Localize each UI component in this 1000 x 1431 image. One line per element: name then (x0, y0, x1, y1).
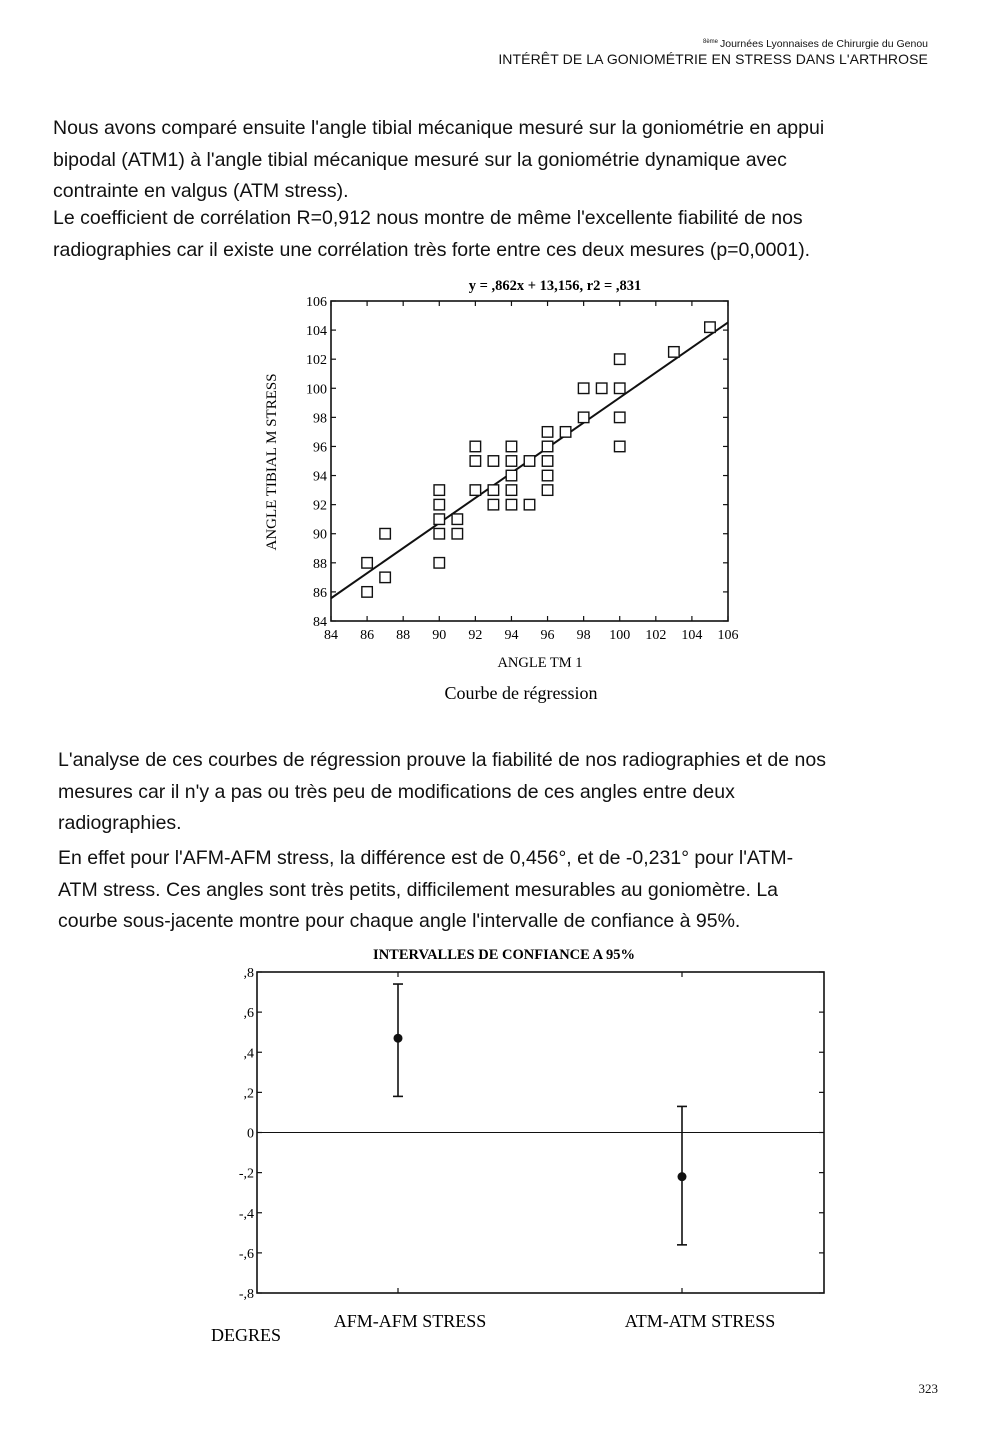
paragraph-line: radiographies car il existe une corrélation très forte entre ces deux mesures (p=0,0001). (53, 238, 811, 261)
ci-y-tick-label: -,8 (238, 1287, 254, 1302)
page-number: 323 (918, 1381, 938, 1396)
ci-y-tick-label: -,2 (238, 1166, 254, 1182)
x-tick-label: 88 (396, 628, 411, 643)
x-tick-label: 102 (645, 628, 667, 643)
ci-mean-point (678, 1172, 687, 1181)
x-tick-label: 92 (468, 628, 483, 643)
scatter-title: y = ,862x + 13,156, r2 = ,831 (468, 278, 642, 294)
ci-y-tick-label: 0 (247, 1126, 254, 1142)
ci-y-tick-label: ,6 (243, 1006, 254, 1022)
paragraph-line: courbe sous-jacente montre pour chaque angle l'intervalle de confiance à 95%. (58, 910, 741, 932)
x-tick-label: 86 (360, 628, 375, 643)
x-tick-label: 98 (576, 628, 591, 643)
paragraph-line: contrainte en valgus (ATM stress). (53, 180, 349, 202)
y-tick-label: 96 (313, 440, 327, 456)
paragraph-line: radiographies. (58, 812, 182, 834)
paragraph-line: Nous avons comparé ensuite l'angle tibial mécanique mesuré sur la goniométrie en appui (53, 117, 825, 139)
paragraph-line: ATM stress. Ces angles sont très petits, difficilement mesurables au goniomètre. La (58, 878, 779, 901)
ci-y-tick-label: ,4 (243, 1046, 254, 1062)
y-tick-label: 106 (306, 295, 327, 310)
paragraph-line: En effet pour l'AFM-AFM stress, la différence est de 0,456°, et de -0,231° pour l'ATM- (58, 847, 794, 869)
y-tick-label: 98 (313, 411, 327, 427)
scatter-x-axis-label: ANGLE TM 1 (497, 655, 583, 671)
y-tick-label: 88 (313, 556, 327, 572)
x-tick-label: 100 (609, 628, 631, 643)
running-header-conference-text: Journées Lyonnaises de Chirurgie du Genou (720, 38, 928, 50)
y-tick-label: 94 (313, 469, 327, 485)
x-tick-label: 96 (540, 628, 555, 643)
y-tick-label: 100 (306, 382, 327, 398)
paragraph-line: bipodal (ATM1) à l'angle tibial mécanique mesuré sur la goniométrie dynamique avec (53, 148, 787, 171)
ci-y-tick-label: ,2 (243, 1086, 254, 1102)
ci-y-tick-label: -,6 (238, 1246, 254, 1262)
running-header-title: INTÉRÊT DE LA GONIOMÉTRIE EN STRESS DANS L'ARTHROSE (498, 51, 928, 67)
scatter-y-axis-label: ANGLE TIBIAL M STRESS (264, 373, 280, 551)
scatter-caption: Courbe de régression (444, 683, 598, 703)
x-tick-label: 84 (324, 628, 338, 643)
paragraph-line: L'analyse de ces courbes de régression prouve la fiabilité de nos radiographies et de nos (58, 749, 826, 771)
y-tick-label: 90 (313, 527, 327, 543)
running-header-superscript: 8ème (702, 39, 718, 45)
paragraph-line: mesures car il n'y a pas ou très peu de modifications de ces angles entre deux (58, 780, 735, 803)
ci-title: INTERVALLES DE CONFIANCE A 95% (373, 947, 635, 963)
ci-y-tick-label: ,8 (243, 966, 254, 981)
y-tick-label: 86 (313, 585, 327, 601)
y-tick-label: 104 (306, 324, 327, 340)
y-tick-label: 102 (306, 353, 327, 369)
x-tick-label: 104 (681, 628, 703, 643)
ci-y-axis-label: DEGRES (210, 1325, 282, 1345)
ci-y-tick-label: -,4 (238, 1206, 254, 1222)
ci-category-label: ATM-ATM STRESS (624, 1311, 776, 1331)
paragraph-line: Le coefficient de corrélation R=0,912 nous montre de même l'excellente fiabilité de nos (53, 207, 803, 229)
x-tick-label: 90 (432, 628, 447, 643)
x-tick-label: 106 (717, 628, 739, 643)
x-tick-label: 94 (504, 628, 519, 643)
ci-mean-point (394, 1034, 403, 1043)
ci-category-label: AFM-AFM STRESS (333, 1311, 487, 1331)
y-tick-label: 92 (313, 498, 327, 514)
y-tick-label: 84 (313, 615, 327, 630)
